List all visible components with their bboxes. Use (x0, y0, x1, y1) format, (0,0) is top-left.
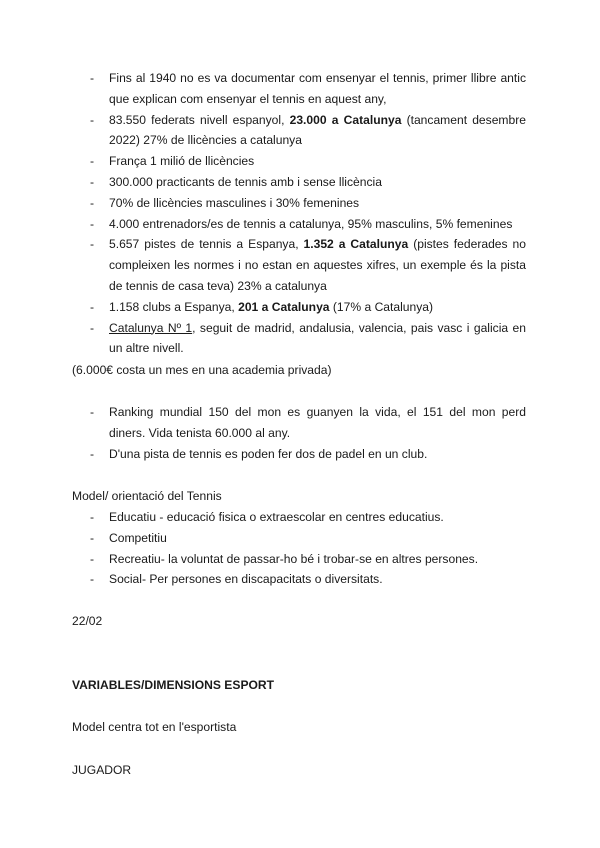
list-item (0, 507, 526, 528)
list-item (0, 402, 526, 444)
list-item (0, 444, 526, 465)
dash-bullet: - (90, 446, 95, 461)
list-item (0, 110, 526, 152)
dash-bullet: - (90, 154, 95, 169)
list-item-text: D'una pista de tennis es poden fer dos de padel en un club. (109, 446, 428, 461)
dash-bullet: - (90, 572, 95, 587)
list-item-text: Social- Per persones en discapacitats o diversitats. (109, 572, 383, 587)
list-item-text: 1.158 clubs a Espanya, 201 a Catalunya (17% a Catalunya) (109, 299, 434, 314)
model-list (0, 507, 526, 590)
dash-bullet: - (90, 405, 95, 419)
ranking-list (0, 402, 526, 464)
list-item (0, 193, 526, 214)
list-item-text: Recreatiu- la voluntat de passar-ho bé i trobar-se en altres persones. (109, 551, 479, 566)
dash-bullet: - (90, 71, 95, 85)
list-item (0, 214, 526, 235)
dash-bullet: - (90, 320, 95, 335)
dash-bullet: - (90, 174, 95, 189)
list-item-text: 83.550 federats nivell espanyol, 23.000 a Catalunya (tancament desembre 2022) 27% de llicències a catalunya (109, 112, 526, 148)
section-heading: VARIABLES/DIMENSIONS ESPORT (72, 678, 275, 692)
list-item-text: Competitiu (109, 530, 167, 545)
list-item-text: Ranking mundial 150 del mon es guanyen la vida, el 151 del mon perd diners. Vida tenista 60.000 al any. (109, 405, 526, 440)
dash-bullet: - (90, 551, 95, 566)
list-item (0, 68, 526, 110)
list-item (0, 172, 526, 193)
bold-figure: 23.000 a Catalunya (289, 112, 402, 127)
academy-note: (6.000€ costa un mes en una academia privada) (72, 363, 332, 377)
list-item (0, 569, 526, 590)
model-heading: Model/ orientació del Tennis (72, 489, 222, 503)
bold-figure: 1.352 a Catalunya (303, 237, 409, 252)
dash-bullet: - (90, 237, 95, 252)
list-item-text: Catalunya Nº 1, seguit de madrid, andalusia, valencia, pais vasc i galicia en un altre nivell. (109, 320, 526, 356)
list-item-text: 5.657 pistes de tennis a Espanya, 1.352 a Catalunya (pistes federades no compleixen les normes i no estan en aquestes xifres, un exemple és la pista de tennis de casa teva) 23% a catalunya (109, 237, 526, 293)
list-item (0, 549, 526, 570)
subheading: JUGADOR (72, 763, 132, 777)
list-item (0, 234, 526, 296)
list-item-text: 4.000 entrenadors/es de tennis a catalunya, 95% masculins, 5% femenines (109, 216, 513, 231)
list-item-text: 300.000 practicants de tennis amb i sense llicència (109, 174, 382, 189)
list-item-text: França 1 milió de llicències (109, 154, 255, 169)
stats-list (0, 68, 526, 359)
bold-figure: 201 a Catalunya (238, 299, 330, 314)
list-item (0, 297, 526, 318)
list-item (0, 151, 526, 172)
dash-bullet: - (90, 510, 95, 524)
dash-bullet: - (90, 299, 95, 314)
section-intro: Model centra tot en l'esportista (72, 720, 237, 734)
dash-bullet: - (90, 195, 95, 210)
dash-bullet: - (90, 216, 95, 231)
list-item-text: Educatiu - educació fisica o extraescolar en centres educatius. (109, 510, 444, 524)
list-item-text: 70% de llicències masculines i 30% femenines (109, 195, 360, 210)
underlined-text: Catalunya Nº 1 (109, 320, 193, 335)
list-item (0, 528, 526, 549)
dash-bullet: - (90, 112, 95, 127)
date-label: 22/02 (72, 614, 103, 628)
list-item-text: Fins al 1940 no es va documentar com ensenyar el tennis, primer llibre antic que explican com ensenyar el tennis en aquest any, (109, 71, 526, 106)
list-item (0, 318, 526, 360)
dash-bullet: - (90, 530, 95, 545)
